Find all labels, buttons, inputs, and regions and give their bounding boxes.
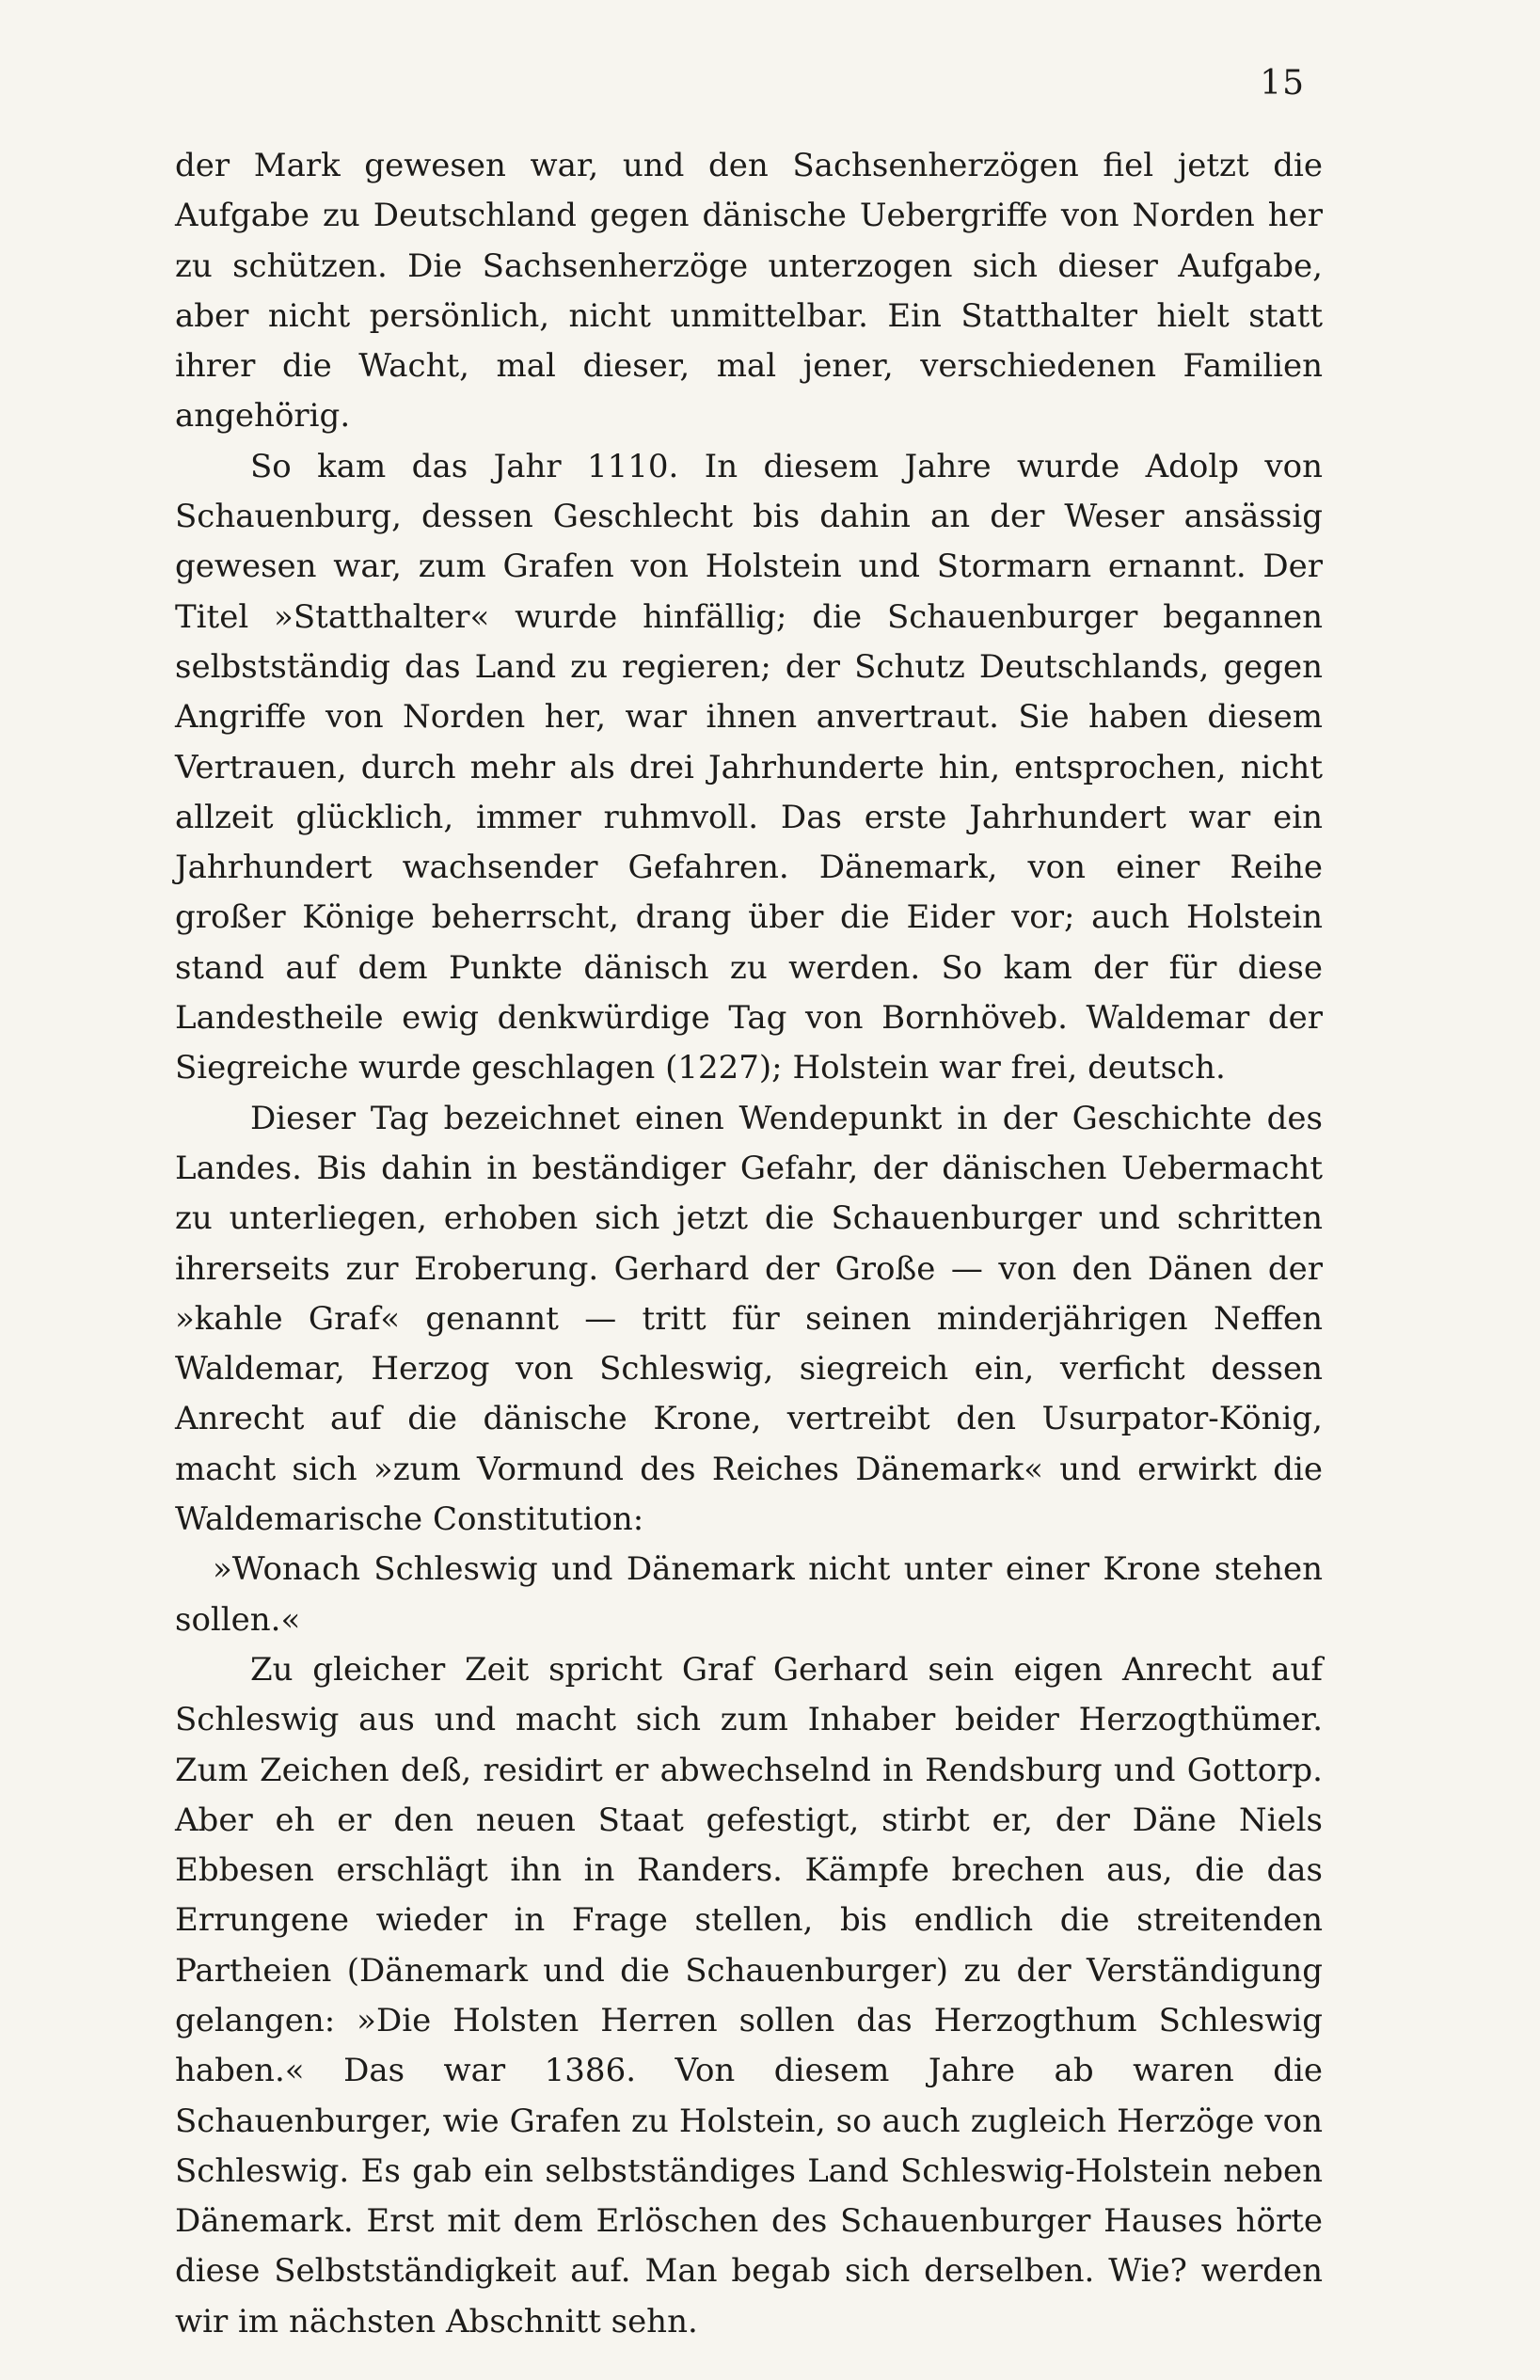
paragraph-1: der Mark gewesen war, und den Sachsenherzögen fiel jetzt die Aufgabe zu Deutschland gegen dänische Uebergriffe von Norden her zu schützen. Die Sachsenherzöge unterzogen sich dieser Aufgabe, aber nicht persönlich, nicht unmittelbar. Ein Statthalter hielt statt ihrer die Wacht, mal dieser, mal jener, verschiedenen Familien angehörig. [175, 147, 1323, 436]
paragraph-2: So kam das Jahr 1110. In diesem Jahre wurde Adolp von Schauenburg, dessen Geschlecht bis dahin an der Weser ansässig gewesen war, zum Grafen von Holstein und Stormarn ernannt. Der Titel »Statthalter« wurde hinfällig; die Schauenburger begannen selbstständig das Land zu regieren; der Schutz Deutschlands, gegen Angriffe von Norden her, war ihnen anvertraut. Sie haben diesem Vertrauen, durch mehr als drei Jahrhunderte hin, entsprochen, nicht allzeit glücklich, immer ruhmvoll. Das erste Jahrhundert war ein Jahrhundert wachsender Gefahren. Dänemark, von einer Reihe großer Könige beherrscht, drang über die Eider vor; auch Holstein stand auf dem Punkte dänisch zu werden. So kam der für diese Landestheile ewig denkwürdige Tag von Bornhöveb. Waldemar der Siegreiche wurde geschlagen (1227); Holstein war frei, deutsch. [175, 447, 1323, 1087]
body-text [175, 141, 1323, 2347]
paragraph-3: Dieser Tag bezeichnet einen Wendepunkt in der Geschichte des Landes. Bis dahin in beständiger Gefahr, der dänischen Uebermacht zu unterliegen, erhoben sich jetzt die Schauenburger und schritten ihrerseits zur Eroberung. Gerhard der Große — von den Dänen der »kahle Graf« genannt — tritt für seinen minderjährigen Neffen Waldemar, Herzog von Schleswig, siegreich ein, verficht dessen Anrecht auf die dänische Krone, vertreibt den Usurpator-König, macht sich »zum Vormund des Reiches Dänemark« und erwirkt die Waldemarische Constitution: [175, 1099, 1323, 1539]
page-number: 15 [1260, 64, 1305, 103]
quote-paragraph: »Wonach Schleswig und Dänemark nicht unter einer Krone stehen sollen.« [175, 1550, 1323, 1639]
paragraph-5: Zu gleicher Zeit spricht Graf Gerhard sein eigen Anrecht auf Schleswig aus und macht sich zum Inhaber beider Herzogthümer. Zum Zeichen deß, residirt er abwechselnd in Rendsburg und Gottorp. Aber eh er den neuen Staat gefestigt, stirbt er, der Däne Niels Ebbesen erschlägt ihn in Randers. Kämpfe brechen aus, die das Errungene wieder in Frage stellen, bis endlich die streitenden Partheien (Dänemark und die Schauenburger) zu der Verständigung gelangen: »Die Holsten Herren sollen das Herzogthum Schleswig haben.« Das war 1386. Von diesem Jahre ab waren die Schauenburger, wie Grafen zu Holstein, so auch zugleich Herzöge von Schleswig. Es gab ein selbstständiges Land Schleswig-Holstein neben Dänemark. Erst mit dem Erlöschen des Schauenburger Hauses hörte diese Selbstständigkeit auf. Man begab sich derselben. Wie? werden wir im nächsten Abschnitt sehn. [175, 1650, 1323, 2340]
